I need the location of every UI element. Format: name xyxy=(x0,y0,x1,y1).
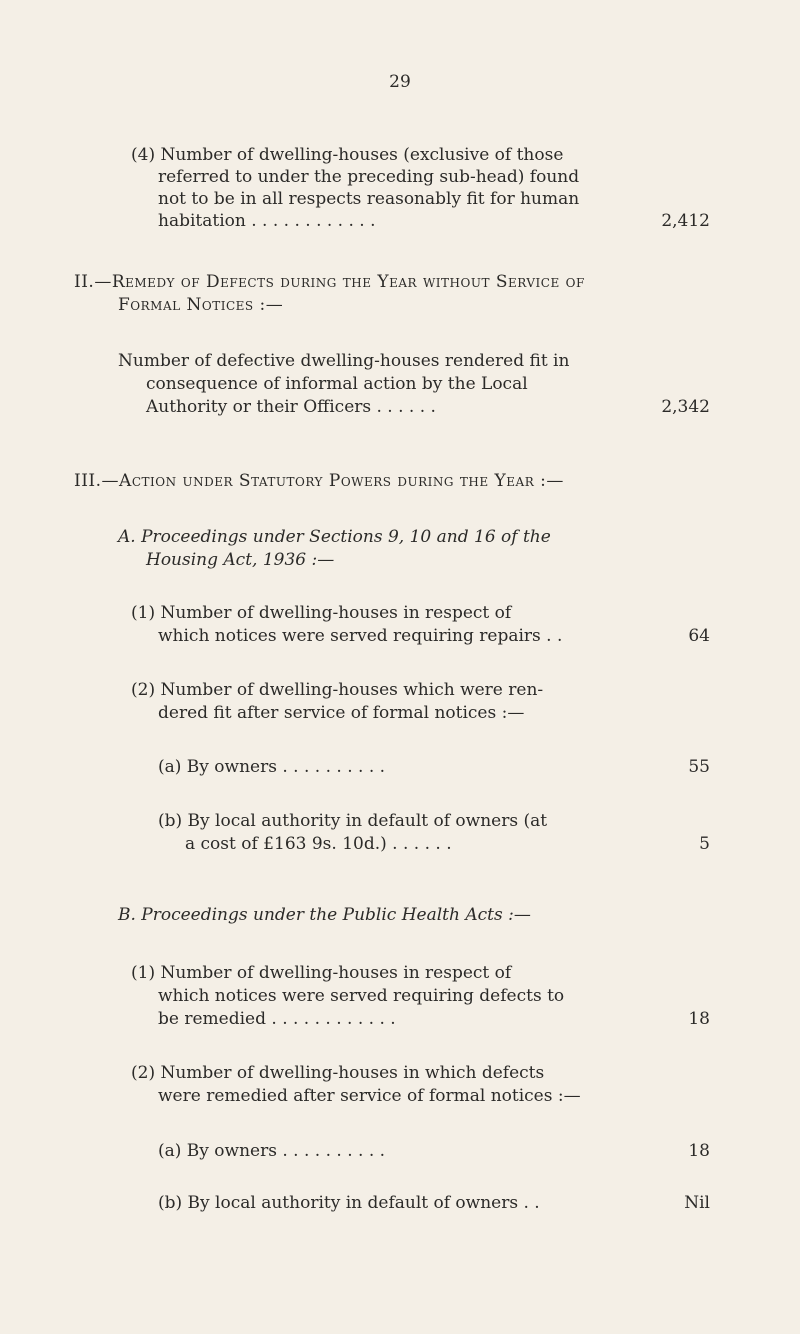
A2a-value: 55 xyxy=(688,757,710,777)
item4-line-2: referred to under the preceding sub-head) found xyxy=(158,167,580,187)
sectionA-heading-line-1: A. Proceedings under Sections 9, 10 and 16 of the xyxy=(118,527,551,547)
A1-line-1: (1) Number of dwelling-houses in respect of xyxy=(131,603,512,623)
B1-value: 18 xyxy=(688,1009,710,1029)
A1-value: 64 xyxy=(688,626,710,646)
A1-line-2: which notices were served requiring repairs . . xyxy=(158,626,563,646)
section2-value: 2,342 xyxy=(661,397,710,417)
A2b-line-1: (b) By local authority in default of owners (at xyxy=(158,811,548,831)
item4-line-4: habitation . . . . . . . . . . . . xyxy=(158,211,376,231)
A2b-line-2: a cost of £163 9s. 10d.) . . . . . . xyxy=(185,834,452,854)
section2-heading-line-2: Formal Notices :— xyxy=(118,295,284,315)
B1-line-2: which notices were served requiring defects to xyxy=(158,986,565,1006)
item4-value: 2,412 xyxy=(661,211,710,231)
B1-line-3: be remedied . . . . . . . . . . . . xyxy=(158,1009,396,1029)
sectionA-heading-line-2: Housing Act, 1936 :— xyxy=(146,550,335,570)
B1-line-1: (1) Number of dwelling-houses in respect of xyxy=(131,963,512,983)
section2-heading-line-1: II.—Remedy of Defects during the Year without Service of xyxy=(74,272,585,292)
B2a-value: 18 xyxy=(688,1141,710,1161)
sectionB-heading: B. Proceedings under the Public Health Acts :— xyxy=(118,905,531,925)
item4-line-1: (4) Number of dwelling-houses (exclusive of those xyxy=(131,145,564,165)
page-number: 29 xyxy=(389,72,411,92)
B2b-value: Nil xyxy=(684,1193,710,1213)
B2-line-2: were remedied after service of formal notices :— xyxy=(158,1086,581,1106)
section2-text-line-2: consequence of informal action by the Local xyxy=(146,374,528,394)
section3-heading: III.—Action under Statutory Powers during the Year :— xyxy=(74,471,564,491)
A2-line-1: (2) Number of dwelling-houses which were ren- xyxy=(131,680,544,700)
B2-line-1: (2) Number of dwelling-houses in which defects xyxy=(131,1063,545,1083)
B2b-text: (b) By local authority in default of owners . . xyxy=(158,1193,540,1213)
A2a-text: (a) By owners . . . . . . . . . . xyxy=(158,757,386,777)
item4-line-3: not to be in all respects reasonably fit for human xyxy=(158,189,580,209)
A2-line-2: dered fit after service of formal notices :— xyxy=(158,703,525,723)
B2a-text: (a) By owners . . . . . . . . . . xyxy=(158,1141,386,1161)
section2-text-line-1: Number of defective dwelling-houses rendered fit in xyxy=(118,351,570,371)
A2b-value: 5 xyxy=(699,834,710,854)
section2-text-line-3: Authority or their Officers . . . . . . xyxy=(146,397,436,417)
